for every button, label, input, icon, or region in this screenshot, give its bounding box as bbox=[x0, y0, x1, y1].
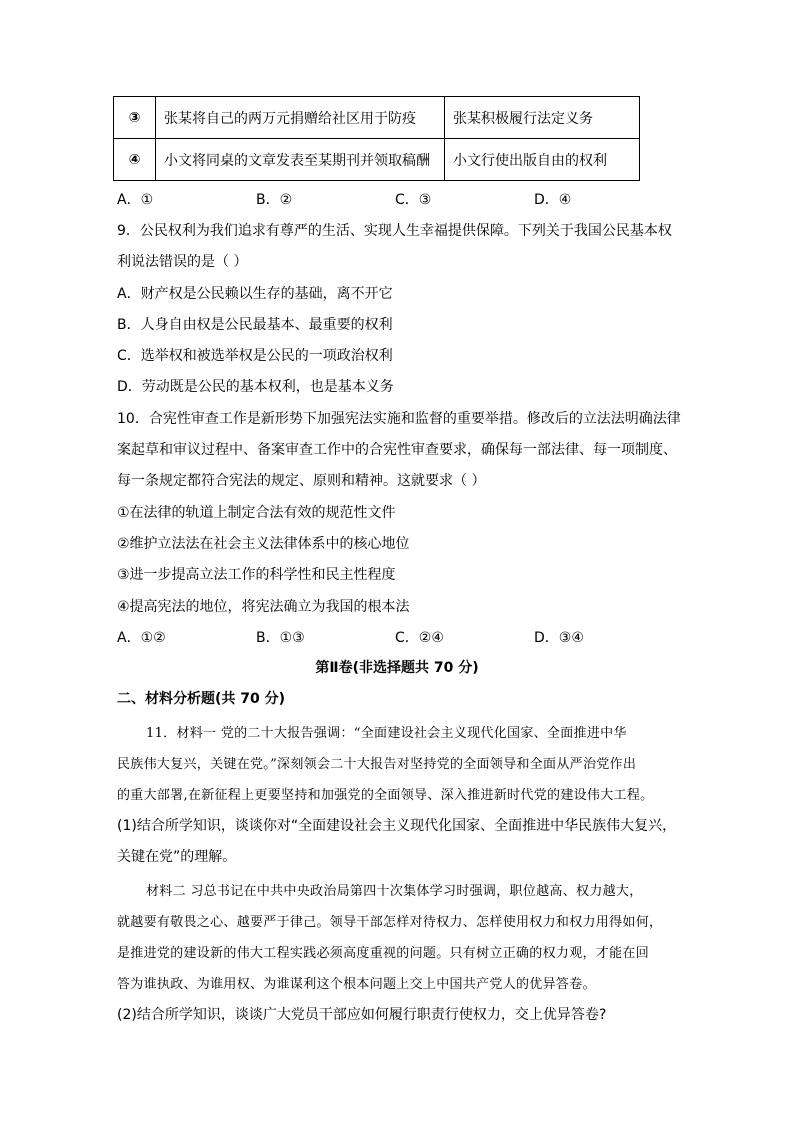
judgement-cell: 小文行使出版自由的权利 bbox=[445, 139, 640, 181]
case-cell: 张某将自己的两万元捐赠给社区用于防疫 bbox=[156, 97, 445, 139]
q10-stem-line3: 每一条规定都符合宪法的规定、原则和精神。这就要求（ ） bbox=[117, 473, 486, 489]
case-cell: 小文将同桌的文章发表至某期刊并领取稿酬 bbox=[156, 139, 445, 181]
q11-material2-line3: 是推进党的建设新的伟大工程实践必须高度重视的问题。只有树立正确的权力观，才能在回 bbox=[117, 946, 650, 961]
row-number: ③ bbox=[114, 97, 156, 139]
row-number: ④ bbox=[114, 139, 156, 181]
q9-option-c: C．选举权和被选举权是公民的一项政治权利 bbox=[117, 348, 393, 364]
options-table bbox=[113, 96, 640, 181]
q11-material1-line2: 民族伟大复兴，关键在党。”深刻领会二十大报告对坚持党的全面领导和全面从严治党作出 bbox=[117, 757, 637, 772]
part2-title: 第Ⅱ卷(非选择题共 70 分) bbox=[315, 660, 479, 676]
q11-question1-line2: 关键在党”的理解。 bbox=[117, 849, 237, 865]
q8-option-b: B．② bbox=[256, 192, 293, 208]
q11-question2-line1: (2)结合所学知识，谈谈广大党员干部应如何履行职责行使权力，交上优异答卷? bbox=[117, 1007, 607, 1023]
q11-material1-line3: 的重大部署,在新征程上更要坚持和加强党的全面领导、深入推进新时代党的建设伟大工程。 bbox=[117, 788, 654, 803]
q11-material2-line4: 答为谁执政、为谁用权、为谁谋利这个根本问题上交上中国共产党人的优异答卷。 bbox=[117, 977, 596, 992]
q9-stem-line1: 9．公民权利为我们追求有尊严的生活、实现人生幸福提供保障。下列关于我国公民基本权 bbox=[117, 223, 672, 239]
table-row bbox=[114, 97, 640, 139]
q10-option-d: D．③④ bbox=[534, 630, 584, 646]
q9-option-b: B．人身自由权是公民最基本、最重要的权利 bbox=[117, 317, 393, 333]
q9-option-a: A．财产权是公民赖以生存的基础，离不开它 bbox=[117, 286, 393, 302]
q11-material1-line1: 11．材料一 党的二十大报告强调：“全面建设社会主义现代化国家、全面推进中华 bbox=[146, 726, 627, 741]
q11-material2-line2: 就越要有敬畏之心、越要严于律己。领导干部怎样对待权力、怎样使用权力和权力用得如何， bbox=[117, 915, 663, 930]
q9-stem-line2: 利说法错误的是（ ） bbox=[117, 254, 248, 270]
judgement-cell: 张某积极履行法定义务 bbox=[445, 97, 640, 139]
q10-option-b: B．①③ bbox=[256, 630, 305, 646]
q10-item-1: ①在法律的轨道上制定合法有效的规范性文件 bbox=[117, 505, 396, 521]
section-heading: 二、材料分析题(共 70 分) bbox=[117, 691, 286, 707]
q10-stem-line2: 案起草和审议过程中、备案审查工作中的合宪性审查要求，确保每一部法律、每一项制度、 bbox=[117, 442, 677, 458]
q10-item-2: ②维护立法法在社会主义法律体系中的核心地位 bbox=[117, 536, 410, 552]
q8-option-d: D．④ bbox=[534, 192, 572, 208]
q8-option-a: A．① bbox=[117, 192, 154, 208]
table-row bbox=[114, 139, 640, 181]
q10-stem-line1: 10．合宪性审查工作是新形势下加强宪法实施和监督的重要举措。修改后的立法法明确法律 bbox=[117, 411, 681, 427]
q10-item-4: ④提高宪法的地位，将宪法确立为我国的根本法 bbox=[117, 599, 410, 615]
q9-option-d: D．劳动既是公民的基本权利，也是基本义务 bbox=[117, 379, 394, 395]
q10-option-a: A．①② bbox=[117, 630, 166, 646]
q8-option-c: C．③ bbox=[395, 192, 432, 208]
q10-item-3: ③进一步提高立法工作的科学性和民主性程度 bbox=[117, 567, 396, 583]
q11-question1-line1: (1)结合所学知识，谈谈你对“全面建设社会主义现代化国家、全面推进中华民族伟大复兴， bbox=[117, 818, 677, 834]
q10-option-c: C．②④ bbox=[395, 630, 444, 646]
q11-material2-line1: 材料二 习总书记在中共中央政治局第四十次集体学习时强调，职位越高、权力越大， bbox=[146, 884, 643, 899]
